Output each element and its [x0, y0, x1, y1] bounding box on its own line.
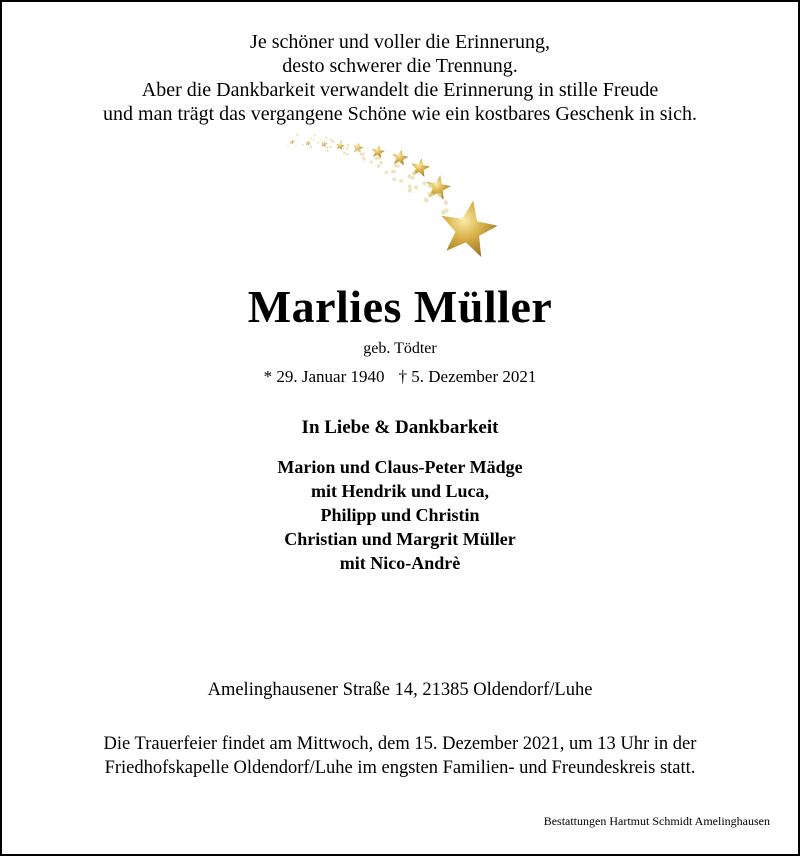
- sparkle-icon: [408, 189, 412, 193]
- star-icon: [305, 140, 311, 146]
- sparkle-icon: [295, 142, 297, 144]
- sparkle-icon: [329, 146, 331, 148]
- mourner-line: mit Nico-Andrè: [339, 553, 461, 573]
- mourner-line: mit Hendrik und Luca,: [310, 481, 490, 501]
- funeral-service-info: [0, 732, 800, 780]
- sparkle-icon: [408, 184, 412, 188]
- sparkle-icon: [326, 146, 329, 149]
- sparkle-icon: [340, 140, 343, 143]
- sparkle-icon: [358, 149, 361, 152]
- sparkle-icon: [399, 179, 403, 183]
- star-icon: [393, 150, 409, 166]
- mourner-line: Christian und Margrit Müller: [284, 529, 516, 549]
- birth-date: * 29. Januar 1940: [263, 367, 385, 386]
- sparkle-icon: [424, 197, 428, 201]
- sparkle-icon: [355, 149, 358, 152]
- sparkle-icon: [411, 176, 415, 180]
- memorial-poem: [0, 30, 800, 126]
- star-icon: [442, 201, 498, 258]
- star-icon: [353, 143, 363, 153]
- address: Amelinghausener Straße 14, 21385 Oldendorf/Luhe: [207, 680, 593, 700]
- mourner-line: Marion und Claus-Peter Mädge: [277, 457, 523, 477]
- sparkle-icon: [313, 139, 315, 141]
- sparkle-icon: [394, 163, 398, 167]
- sparkle-icon: [346, 147, 349, 150]
- sparkle-icon: [423, 181, 427, 185]
- dedication: In Liebe & Dankbarkeit: [301, 417, 499, 438]
- deceased-name: Marlies Müller: [247, 281, 553, 332]
- sparkle-icon: [441, 210, 446, 215]
- sparkle-icon: [412, 172, 416, 176]
- poem-line: Je schöner und voller die Erinnerung,: [250, 31, 550, 53]
- sparkle-icon: [347, 144, 350, 147]
- sparkle-icon: [429, 193, 434, 198]
- mourners-list: [0, 455, 800, 575]
- life-dates: [0, 367, 800, 387]
- mourner-line: Philipp und Christin: [320, 505, 480, 525]
- poem-line: und man trägt das vergangene Schöne wie ein kostbares Geschenk in sich.: [103, 103, 697, 125]
- death-date: † 5. Dezember 2021: [398, 367, 537, 386]
- sparkle-icon: [346, 153, 349, 156]
- sparkle-icon: [343, 152, 346, 155]
- star-icon: [321, 141, 328, 148]
- sparkle-icon: [391, 170, 395, 174]
- sparkle-icon: [384, 171, 388, 175]
- sparkle-icon: [414, 185, 418, 189]
- sparkle-icon: [295, 145, 297, 147]
- sparkle-icon: [296, 134, 298, 136]
- sparkle-icon: [310, 138, 312, 140]
- sparkle-icon: [444, 200, 449, 205]
- service-line: Friedhofskapelle Oldendorf/Luhe im engsten Familien- und Freundeskreis statt.: [104, 758, 696, 778]
- sparkle-icon: [363, 158, 366, 161]
- sparkle-icon: [314, 134, 316, 136]
- sparkle-icon: [332, 140, 335, 143]
- sparkle-icon: [362, 152, 365, 155]
- sparkle-icon: [342, 146, 345, 149]
- sparkle-icon: [317, 141, 319, 143]
- sparkle-icon: [392, 177, 396, 181]
- sparkle-icon: [428, 184, 432, 188]
- shooting-star-icon: [280, 128, 520, 270]
- sparkle-icon: [302, 144, 304, 146]
- sparkle-icon: [379, 161, 382, 164]
- sparkle-icon: [287, 145, 289, 147]
- undertaker: Bestattungen Hartmut Schmidt Amelinghausen: [543, 814, 770, 828]
- sparkle-icon: [437, 193, 442, 198]
- sparkle-icon: [375, 157, 378, 160]
- sparkle-icon: [325, 137, 327, 139]
- sparkle-icon: [370, 160, 373, 163]
- sparkle-icon: [310, 147, 312, 149]
- birth-name: geb. Tödter: [363, 340, 437, 357]
- sparkle-icon: [377, 165, 381, 169]
- sparkle-icon: [298, 135, 300, 137]
- sparkle-icon: [293, 140, 295, 142]
- service-line: Die Trauerfeier findet am Mittwoch, dem 15. Dezember 2021, um 13 Uhr in der: [103, 734, 697, 754]
- sparkle-icon: [326, 150, 328, 152]
- poem-line: desto schwerer die Trennung.: [282, 55, 518, 77]
- poem-line: Aber die Dankbarkeit verwandelt die Erinnerung in stille Freude: [141, 79, 659, 101]
